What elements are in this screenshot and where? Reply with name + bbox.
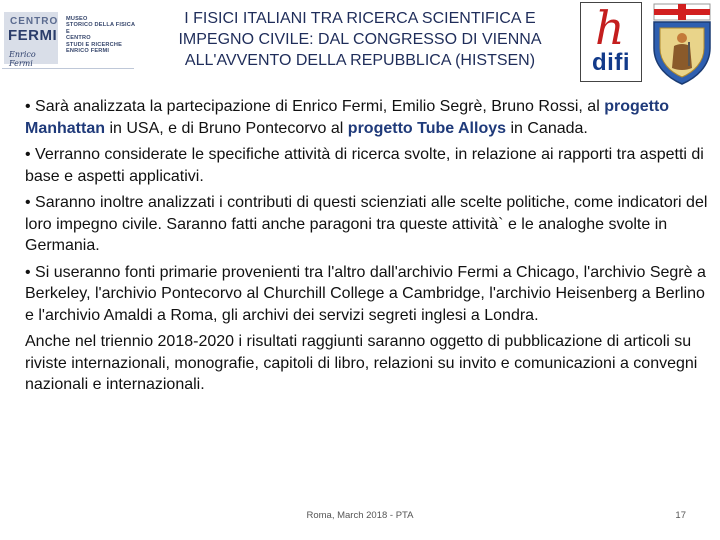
paragraph-publications: Anche nel triennio 2018-2020 i risultati raggiunti saranno oggetto di pubblicazione di articoli su riviste internazionali, monografie, capitoli di libro, relazioni su invito e comunicazioni a convegni nazionali e internazionali. <box>25 333 698 393</box>
slide-body <box>25 96 715 401</box>
paragraph-manhattan <box>25 96 715 139</box>
p1-text-e: in Canada. <box>506 119 588 137</box>
slide-title: I FISICI ITALIANI TRA RICERCA SCIENTIFICA E IMPEGNO CIVILE: DAL CONGRESSO DI VIENNA ALL'AVVENTO DELLA REPUBBLICA (HISTSEN) <box>178 10 542 69</box>
link-progetto-manhattan: progetto Manhattan <box>25 98 670 137</box>
logo-institution-lines <box>66 16 134 54</box>
crest-graphic <box>648 2 716 86</box>
difi-logo <box>580 2 642 82</box>
logo-line: MUSEO <box>66 16 88 22</box>
link-progetto-tube-alloys: progetto Tube Alloys <box>347 119 507 137</box>
centro-fermi-logo <box>2 10 134 69</box>
difi-logo-letter: h <box>595 1 625 55</box>
logo-line: E <box>66 28 70 35</box>
p1-text-a: • Sarà analizzata la partecipazione di Enrico Fermi, Emilio Segrè, Bruno Rossi, al <box>25 98 605 115</box>
logo-line: CENTRO <box>66 35 91 42</box>
genova-crest-icon <box>648 2 716 86</box>
logo-signature: Enrico Fermi <box>9 50 36 68</box>
logo-line: STUDI E RICERCHE <box>66 41 123 48</box>
logo-fermi-text: FERMI <box>8 27 58 44</box>
logo-centro-text: CENTRO <box>10 16 59 27</box>
logo-line: ENRICO FERMI <box>66 48 110 55</box>
slide-header <box>0 0 720 88</box>
centro-fermi-logo-panel <box>4 12 59 68</box>
footer-text: Roma, March 2018 - PTA <box>306 510 414 521</box>
p1-text-c: in USA, e di Bruno Pontecorvo al <box>105 119 348 137</box>
paragraph-political-choices: • Saranno inoltre analizzati i contributi di questi scienziati alle scelte politiche, come indicatori del loro impegno civile. Saranno fatti anche paragoni tra queste attività` e le analoghe svolte in Germania. <box>25 194 708 254</box>
logo-line: STORICO DELLA FISICA <box>66 22 136 29</box>
paragraph-research-activities: • Verranno considerate le specifiche attività di ricerca svolte, in relazione ai rapporti tra aspetti di base e aspetti applicativi. <box>25 146 704 185</box>
paragraph-primary-sources: • Si useranno fonti primarie provenienti tra l'altro dall'archivio Fermi a Chicago, l'archivio Segrè a Berkeley, l'archivio Pontecorvo al Churchill College a Cambridge, l'archivio Heisenberg a Berlino e l'archivio Amaldi a Roma, gli archivi dei servizi segreti inglesi a Londra. <box>25 263 706 324</box>
difi-logo-text: difi <box>592 49 630 76</box>
page-number: 17 <box>675 510 686 521</box>
